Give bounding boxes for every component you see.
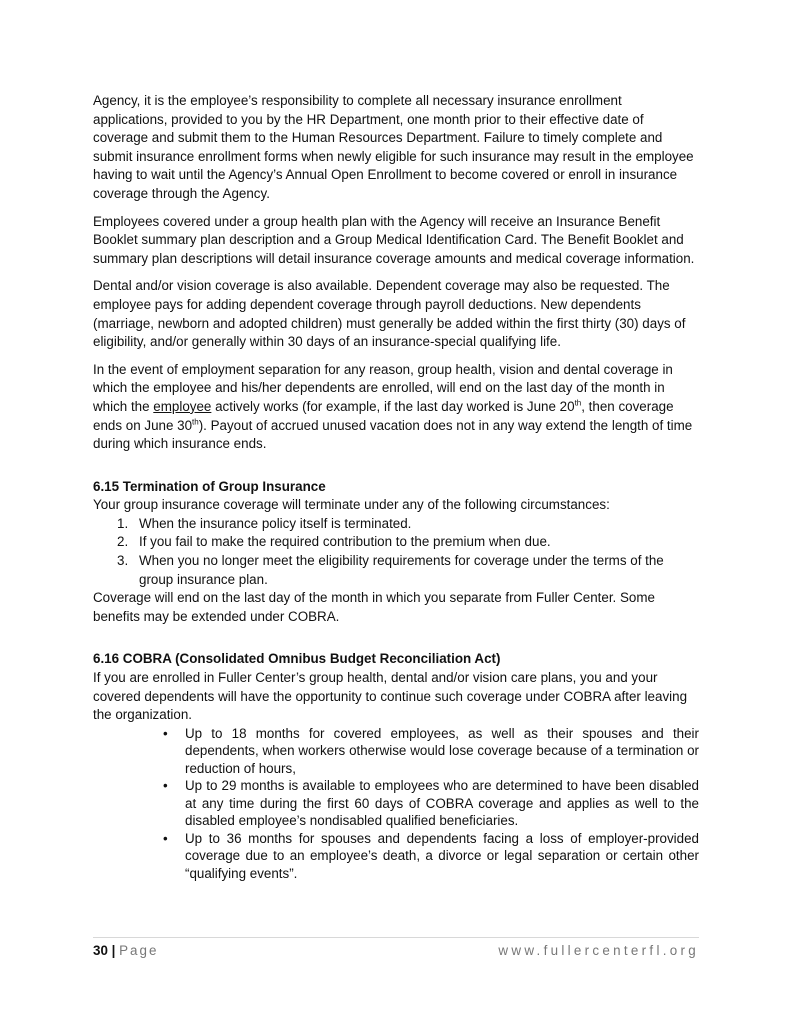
separation-text-d: ). Payout of accrued unused vacation does not in any way extend the length of time during which insurance ends.: [93, 417, 693, 452]
list-item-text: Up to 36 months for spouses and dependents facing a loss of employer-provided coverage due to an employee’s death, a divorce or legal separation or certain other “qualifying events”.: [185, 830, 699, 881]
list-item-text: If you fail to make the required contribution to the premium when due.: [139, 534, 551, 550]
section-heading-6-15: 6.15 Termination of Group Insurance: [93, 478, 326, 494]
list-number: 3.: [117, 553, 129, 569]
list-item-text: Up to 18 months for covered employees, as well as their spouses and their dependents, when workers otherwise would lose coverage because of a termination or reduction of hours,: [185, 725, 699, 776]
paragraph-separation: [93, 361, 699, 454]
list-item: [117, 515, 699, 534]
page-separator: |: [111, 943, 116, 958]
underlined-employee: employee: [153, 398, 212, 414]
bullet-icon: •: [163, 778, 168, 794]
page-number: [93, 943, 158, 958]
bullet-icon: •: [163, 830, 168, 846]
separation-text-c: , then coverage ends on June 30: [93, 398, 674, 433]
section-6-15-intro: Your group insurance coverage will terminate under any of the following circumstances:: [93, 497, 610, 513]
paragraph-benefit-booklet: Employees covered under a group health plan with the Agency will receive an Insurance Benefit Booklet summary plan description and a Group Medical Identification Card. The Benefit Booklet and summary plan descriptions will detail insurance coverage amounts and medical coverage information.: [93, 213, 695, 266]
page-footer: [93, 937, 699, 958]
superscript-th: th: [192, 417, 199, 427]
list-item-text: When the insurance policy itself is terminated.: [139, 515, 412, 531]
document-body: [93, 92, 699, 882]
list-item: [117, 552, 699, 589]
cobra-list: [93, 725, 699, 883]
termination-list: [93, 515, 699, 589]
list-number: 1.: [117, 515, 129, 531]
section-6-16-intro: If you are enrolled in Fuller Center’s group health, dental and/or vision care plans, you and your covered dependents will have the opportunity to continue such coverage under COBRA after leaving the organization.: [93, 670, 688, 723]
list-number: 2.: [117, 534, 129, 550]
page-label: Page: [119, 943, 159, 958]
separation-text-a: In the event of employment separation for any reason, group health, vision and dental coverage in which the employee and his/her dependents are enrolled, will end on the last day of the month in which the: [93, 361, 673, 414]
list-item-text: When you no longer meet the eligibility requirements for coverage under the terms of the group insurance plan.: [139, 553, 664, 587]
paragraph-dental-vision: Dental and/or vision coverage is also available. Dependent coverage may also be requested. The employee pays for adding dependent coverage through payroll deductions. New dependents (marriage, newborn and adopted children) must generally be added within the first thirty (30) days of eligibility, and/or generally within 30 days of an insurance-special qualifying life.: [93, 278, 686, 350]
separation-text-b: actively works (for example, if the last day worked is June 20: [211, 398, 575, 414]
page-number-value: 30: [93, 943, 108, 958]
superscript-th: th: [574, 398, 582, 408]
bullet-icon: •: [163, 725, 168, 741]
list-item: [117, 533, 699, 552]
section-6-15-outro: Coverage will end on the last day of the month in which you separate from Fuller Center. Some benefits may be extended under COBRA.: [93, 590, 655, 624]
section-heading-6-16: 6.16 COBRA (Consolidated Omnibus Budget Reconciliation Act): [93, 651, 501, 667]
list-item: [163, 725, 699, 778]
list-item-text: Up to 29 months is available to employees who are determined to have been disabled at any time during the first 60 days of COBRA coverage and applies as well to the disabled employee’s nondisabled qualified beneficiaries.: [185, 778, 699, 829]
list-item: [163, 777, 699, 830]
paragraph-enrollment: Agency, it is the employee’s responsibility to complete all necessary insurance enrollment applications, provided to you by the HR Department, one month prior to their effective date of coverage and submit them to the Human Resources Department. Failure to timely complete and submit insurance enrollment forms when newly eligible for such insurance may result in the employee having to wait until the Agency’s Annual Open Enrollment to become covered or enroll in insurance coverage through the Agency.: [93, 93, 694, 201]
footer-website: www.fullercenterfl.org: [498, 943, 699, 958]
list-item: [163, 830, 699, 883]
